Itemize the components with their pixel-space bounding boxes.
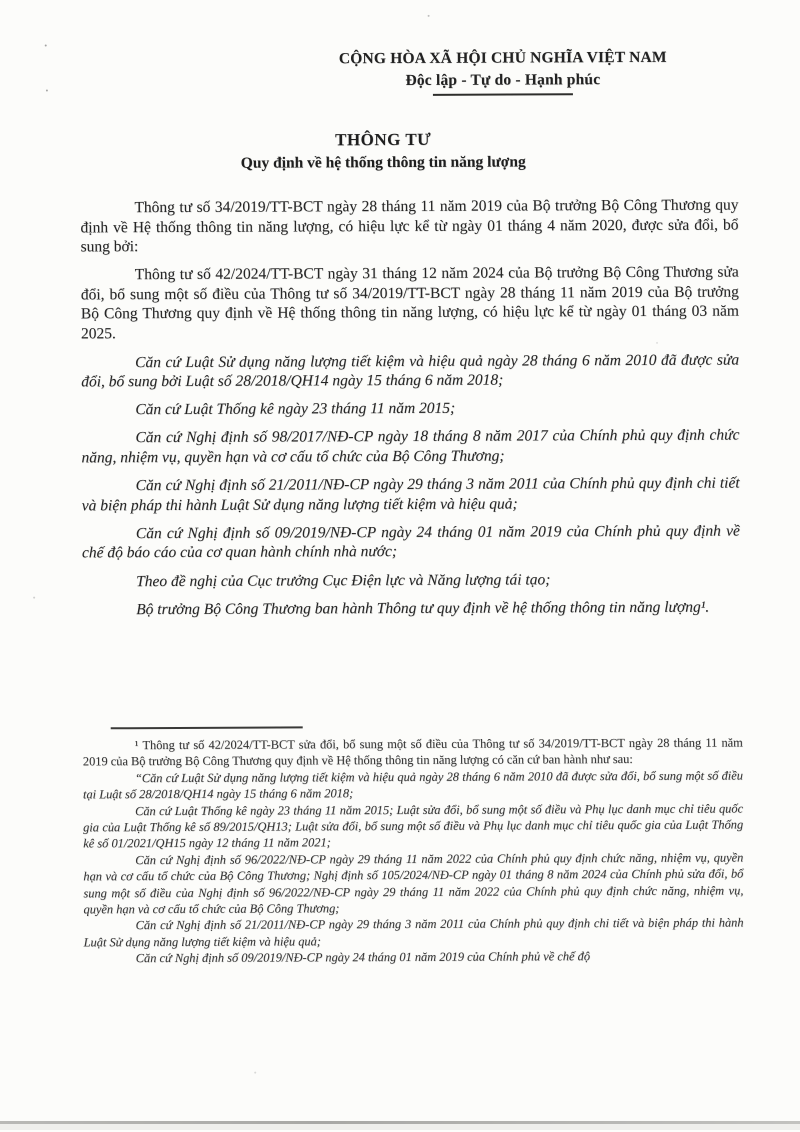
doc-title-block <box>28 129 738 176</box>
body-paragraph: Căn cứ Luật Sử dụng năng lượng tiết kiệm và hiệu quả ngày 28 tháng 6 năm 2010 đã được sửa đổi, bổ sung bởi Luật số 28/2018/QH14 ngày 15 tháng 6 năm 2018; <box>81 351 740 391</box>
doc-title: THÔNG TƯ <box>335 129 432 150</box>
body-paragraph: Thông tư số 34/2019/TT-BCT ngày 28 tháng 11 năm 2019 của Bộ trưởng Bộ Công Thương quy định về Hệ thống thông tin năng lượng, có hiệu lực kể từ ngày 01 tháng 4 năm 2020, được sửa đổi, bổ sung bởi: <box>80 196 739 256</box>
footnote-paragraph: Căn cứ Nghị định số 09/2019/NĐ-CP ngày 24 tháng 01 năm 2019 của Chính phủ về chế độ <box>135 949 591 966</box>
national-motto: Độc lập - Tự do - Hạnh phúc <box>405 71 601 89</box>
body-paragraph: Theo đề nghị của Cục trưởng Cục Điện lực và Năng lượng tái tạo; <box>136 570 551 590</box>
body-paragraph: Thông tư số 42/2024/TT-BCT ngày 31 tháng 12 năm 2024 của Bộ trưởng Bộ Công Thương sửa đổi, bổ sung một số điều của Thông tư số 34/2019/TT-BCT ngày 28 tháng 11 năm 2019 của Bộ trưởng Bộ Công Thương quy định về Hệ thống thông tin năng lượng, có hiệu lực kể từ ngày 01 tháng 03 năm 2025. <box>80 263 739 343</box>
footnote-paragraph: Căn cứ Nghị định số 21/2011/NĐ-CP ngày 29 tháng 3 năm 2011 của Chính phủ quy định chi tiết và biện pháp thi hành Luật Sử dụng năng lượng tiết kiệm và hiệu quả; <box>83 915 744 950</box>
footnote-separator-rule <box>111 726 303 729</box>
page-bottom-shadow <box>0 1124 800 1130</box>
scan-noise-specks <box>45 45 47 47</box>
footnote-paragraph: “Căn cứ Luật Sử dụng năng lượng tiết kiệm và hiệu quả ngày 28 tháng 6 năm 2010 đã được sửa đổi, bổ sung một số điều tại Luật số 28/2018/QH14 ngày 15 tháng 6 năm 2018; <box>82 768 743 802</box>
footnote-paragraph: Căn cứ Nghị định số 96/2022/NĐ-CP ngày 29 tháng 11 năm 2022 của Chính phủ quy định chức năng, nhiệm vụ, quyền hạn và cơ cấu tổ chức của Bộ Công Thương; Nghị định số 105/2024/NĐ-CP ngày 01 tháng 8 năm 2024 của Chính phủ sửa đổi, bổ sung một số điều của Nghị định số 96/2022/NĐ-CP ngày 29 tháng 11 năm 2022 của Chính phủ quy định chức năng, nhiệm vụ, quyền hạn và cơ cấu tổ chức của Bộ Công Thương; <box>83 850 744 917</box>
body-paragraph: Căn cứ Nghị định số 21/2011/NĐ-CP ngày 29 tháng 3 năm 2011 của Chính phủ quy định chi tiết và biện pháp thi hành Luật Sử dụng năng lượng tiết kiệm và hiệu quả; <box>81 474 740 515</box>
footnote-paragraph: Căn cứ Luật Thống kê ngày 23 tháng 11 năm 2015; Luật sửa đổi, bổ sung một số điều và Phụ lục danh mục chỉ tiêu quốc gia của Luật Thống kê số 89/2015/QH13; Luật sửa đổi, bổ sung một số điều và Phụ lục danh mục chỉ tiêu quốc gia của Luật Thống kê số 01/2021/QH15 ngày 12 tháng 11 năm 2021; <box>83 801 744 851</box>
body-text <box>80 196 740 629</box>
body-paragraph: Căn cứ Nghị định số 09/2019/NĐ-CP ngày 24 tháng 01 năm 2019 của Chính phủ quy định về chế độ báo cáo của cơ quan hành chính nhà nước; <box>81 522 740 562</box>
national-header-line1: CỘNG HÒA XÃ HỘI CHỦ NGHĨA VIỆT NAM <box>338 48 667 68</box>
body-paragraph: Bộ trưởng Bộ Công Thương ban hành Thông tư quy định về hệ thống thông tin năng lượng¹. <box>136 598 710 618</box>
national-header <box>308 47 698 97</box>
body-paragraph: Căn cứ Luật Thống kê ngày 23 tháng 11 năm 2015; <box>135 400 456 419</box>
body-paragraph: Căn cứ Nghị định số 98/2017/NĐ-CP ngày 18 tháng 8 năm 2017 của Chính phủ quy định chức năng, nhiệm vụ, quyền hạn và cơ cấu tổ chức của Bộ Công Thương; <box>81 426 740 467</box>
footnote-paragraph: ¹ Thông tư số 42/2024/TT-BCT sửa đổi, bổ sung một số điều của Thông tư số 34/2019/TT-BCT ngày 28 tháng 11 năm 2019 của Bộ trưởng Bộ Công Thương quy định về Hệ thống thông tin năng lượng có căn cứ ban hành như sau: <box>82 735 743 769</box>
motto-underline <box>433 93 573 96</box>
footnote-block <box>83 735 744 968</box>
doc-subtitle: Quy định về hệ thống thông tin năng lượng <box>240 153 526 172</box>
